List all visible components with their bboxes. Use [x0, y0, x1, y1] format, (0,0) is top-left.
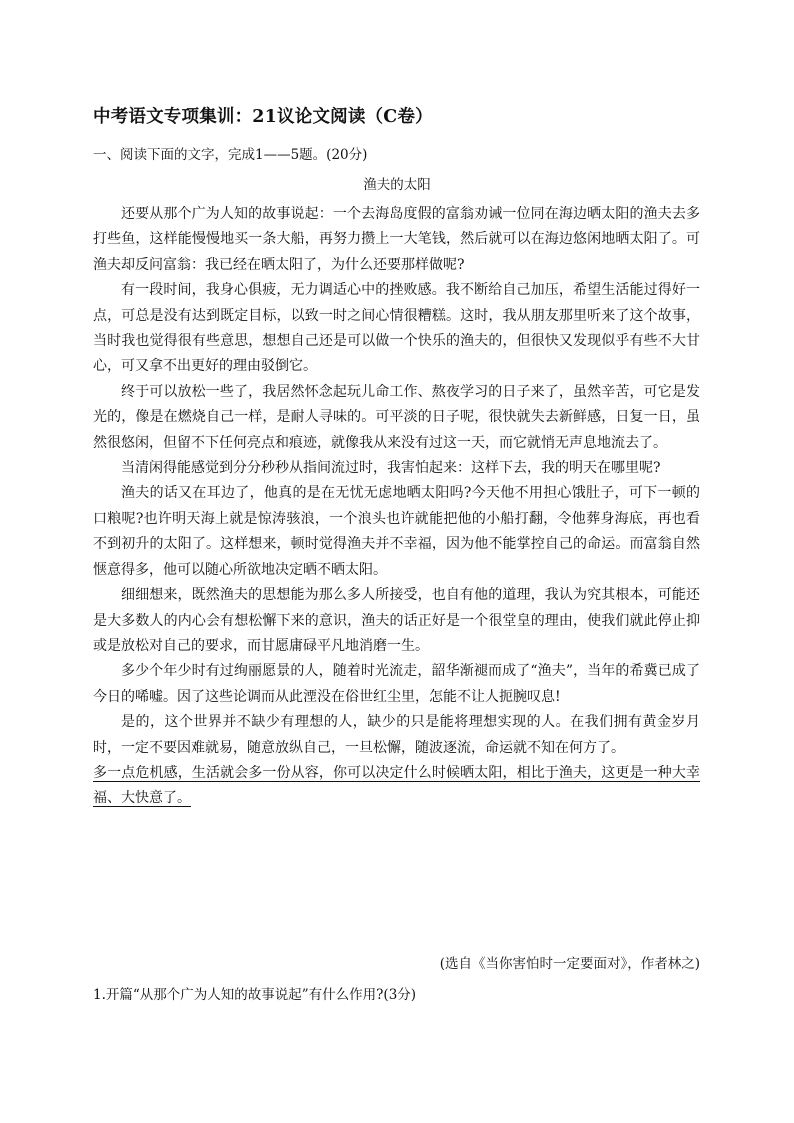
- paragraph: 终于可以放松一些了，我居然怀念起玩儿命工作、熬夜学习的日子来了，虽然辛苦，可它是发光的，像是在燃烧自己一样，是耐人寻味的。可平淡的日子呢，很快就失去新鲜感，日复一日，虽然很悠闲，但留不下任何亮点和痕迹，就像我从来没有过这一天，而它就悄无声息地流去了。: [93, 383, 700, 451]
- document-title: 中考语文专项集训：21议论文阅读（C卷）: [93, 107, 433, 127]
- source-citation: (选自《当你害怕时一定要面对》，作者林之): [439, 956, 700, 972]
- paragraph: 当清闲得能感觉到分分秒秒从指间流过时，我害怕起来：这样下去，我的明天在哪里呢?: [121, 460, 661, 477]
- paragraph: 渔夫的话又在耳边了，他真的是在无忧无虑地晒太阳吗?今天他不用担心饿肚子，可下一顿的口粮呢?也许明天海上就是惊涛骇浪，一个浪头也许就能把他的小船打翻，令他葬身海底，再也看不到初升的太阳了。这样想来，顿时觉得渔夫并不幸福，因为他不能掌控自己的命运。而富翁自然惬意得多，他可以随心所欲地决定晒不晒太阳。: [93, 485, 700, 578]
- paragraph: 有一段时间，我身心俱疲，无力调适心中的挫败感。我不断给自己加压，希望生活能过得好一点，可总是没有达到既定目标，以致一时之间心情很糟糕。这时，我从朋友那里听来了这个故事，当时我也觉得很有些意思，想想自己还是可以做一个快乐的渔夫的，但很快又发现似乎有些不大甘心，可又拿不出更好的理由驳倒它。: [93, 282, 700, 375]
- underlined-closing-paragraph: [93, 761, 700, 812]
- article-title: 渔夫的太阳: [363, 177, 431, 193]
- underlined-text: 多一点危机感，生活就会多一份从容，你可以决定什么时候晒太阳，相比于渔夫，这更是一种大幸福、大快意了。: [93, 764, 700, 807]
- paragraph: 是的，这个世界并不缺少有理想的人，缺少的只是能将理想实现的人。在我们拥有黄金岁月时，一定不要因难就易，随意放纵自己，一旦松懈，随波逐流，命运就不知在何方了。: [93, 714, 700, 756]
- question-1: 1.开篇“从那个广为人知的故事说起”有什么作用?(3分): [93, 987, 417, 1003]
- paragraph: 还要从那个广为人知的故事说起：一个去海岛度假的富翁劝诫一位同在海边晒太阳的渔夫去多打些鱼，这样能慢慢地买一条大船，再努力攒上一大笔钱，然后就可以在海边悠闲地晒太阳了。可渔夫却反问富翁：我已经在晒太阳了，为什么还要那样做呢?: [93, 206, 700, 273]
- paragraph: 细细想来，既然渔夫的思想能为那么多人所接受，也自有他的道理，我认为究其根本，可能还是大多数人的内心会有想松懈下来的意识，渔夫的话正好是一个很堂皇的理由，使我们就此停止抑或是放松对自己的要求，而甘愿庸碌平凡地消磨一生。: [93, 587, 700, 654]
- section-instruction: 一、阅读下面的文字，完成1——5题。(20分): [93, 147, 368, 163]
- article-body: [93, 202, 700, 812]
- paragraph: 多少个年少时有过绚丽愿景的人，随着时光流走，韶华渐褪而成了“渔夫”，当年的希冀已成了今日的唏嘘。因了这些论调而从此湮没在俗世红尘里，怎能不让人扼腕叹息!: [93, 663, 700, 705]
